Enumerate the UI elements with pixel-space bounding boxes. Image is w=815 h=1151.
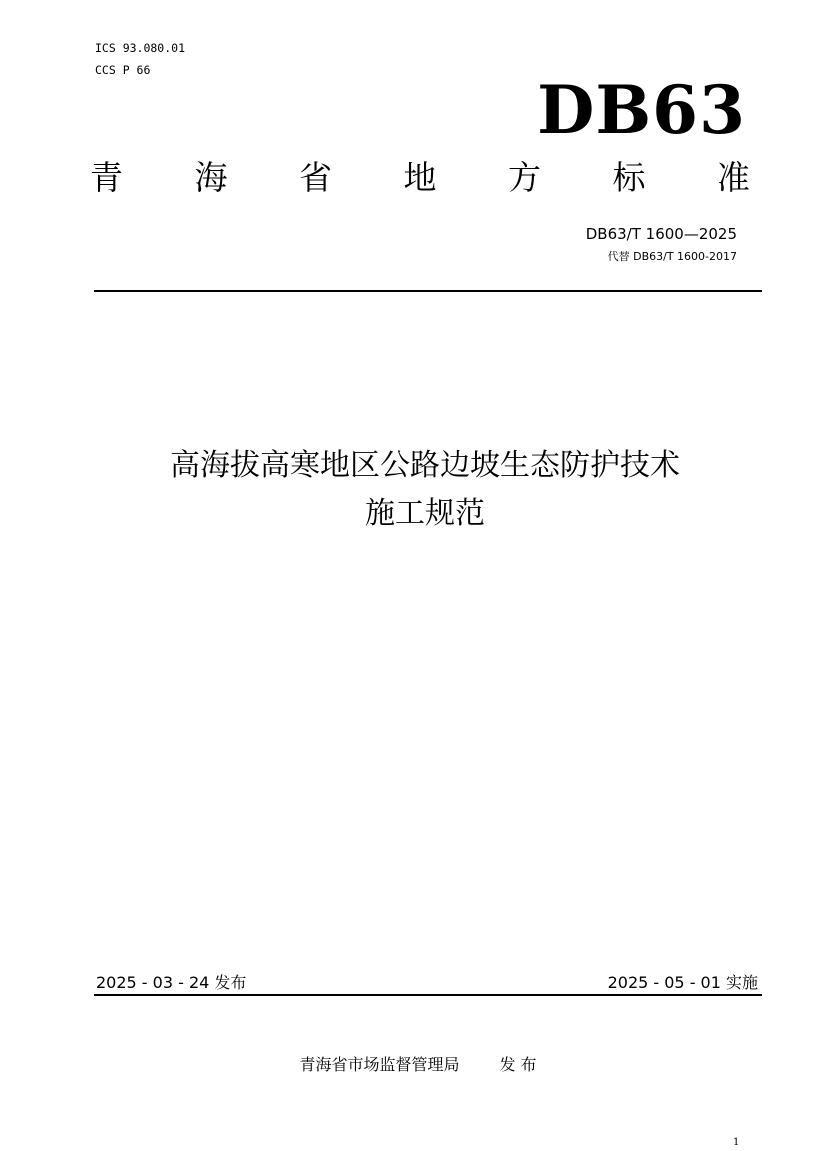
title-line-1: 高海拔高寒地区公路边坡生态防护技术 bbox=[170, 448, 680, 483]
standard-type-char: 方 bbox=[508, 158, 541, 197]
ics-code: ICS 93.080.01 bbox=[95, 41, 186, 55]
standard-type-char: 海 bbox=[194, 158, 228, 197]
document-title bbox=[0, 442, 815, 538]
replaces-standard: 代替 DB63/T 1600-2017 bbox=[607, 250, 737, 263]
standard-type-char: 标 bbox=[612, 158, 646, 197]
standard-type-char: 青 bbox=[90, 158, 123, 197]
page-number: 1 bbox=[733, 1137, 740, 1148]
standard-type-heading bbox=[90, 156, 750, 200]
header-divider bbox=[94, 290, 762, 292]
issuer-line bbox=[0, 1054, 815, 1076]
issue-date: 2025 - 03 - 24 发布 bbox=[96, 973, 247, 992]
footer-divider bbox=[94, 994, 762, 996]
title-line-2: 施工规范 bbox=[365, 496, 485, 531]
db-logo: DB63 bbox=[537, 71, 746, 149]
implementation-date: 2025 - 05 - 01 实施 bbox=[607, 973, 758, 992]
ccs-code: CCS P 66 bbox=[95, 63, 151, 77]
standard-type-char: 地 bbox=[403, 158, 437, 197]
standard-number: DB63/T 1600—2025 bbox=[585, 225, 737, 243]
standard-type-char: 省 bbox=[299, 158, 332, 197]
issuer-action: 发 布 bbox=[499, 1055, 537, 1074]
issuer-name: 青海省市场监督管理局 bbox=[299, 1055, 460, 1074]
standard-type-char: 准 bbox=[717, 158, 750, 197]
